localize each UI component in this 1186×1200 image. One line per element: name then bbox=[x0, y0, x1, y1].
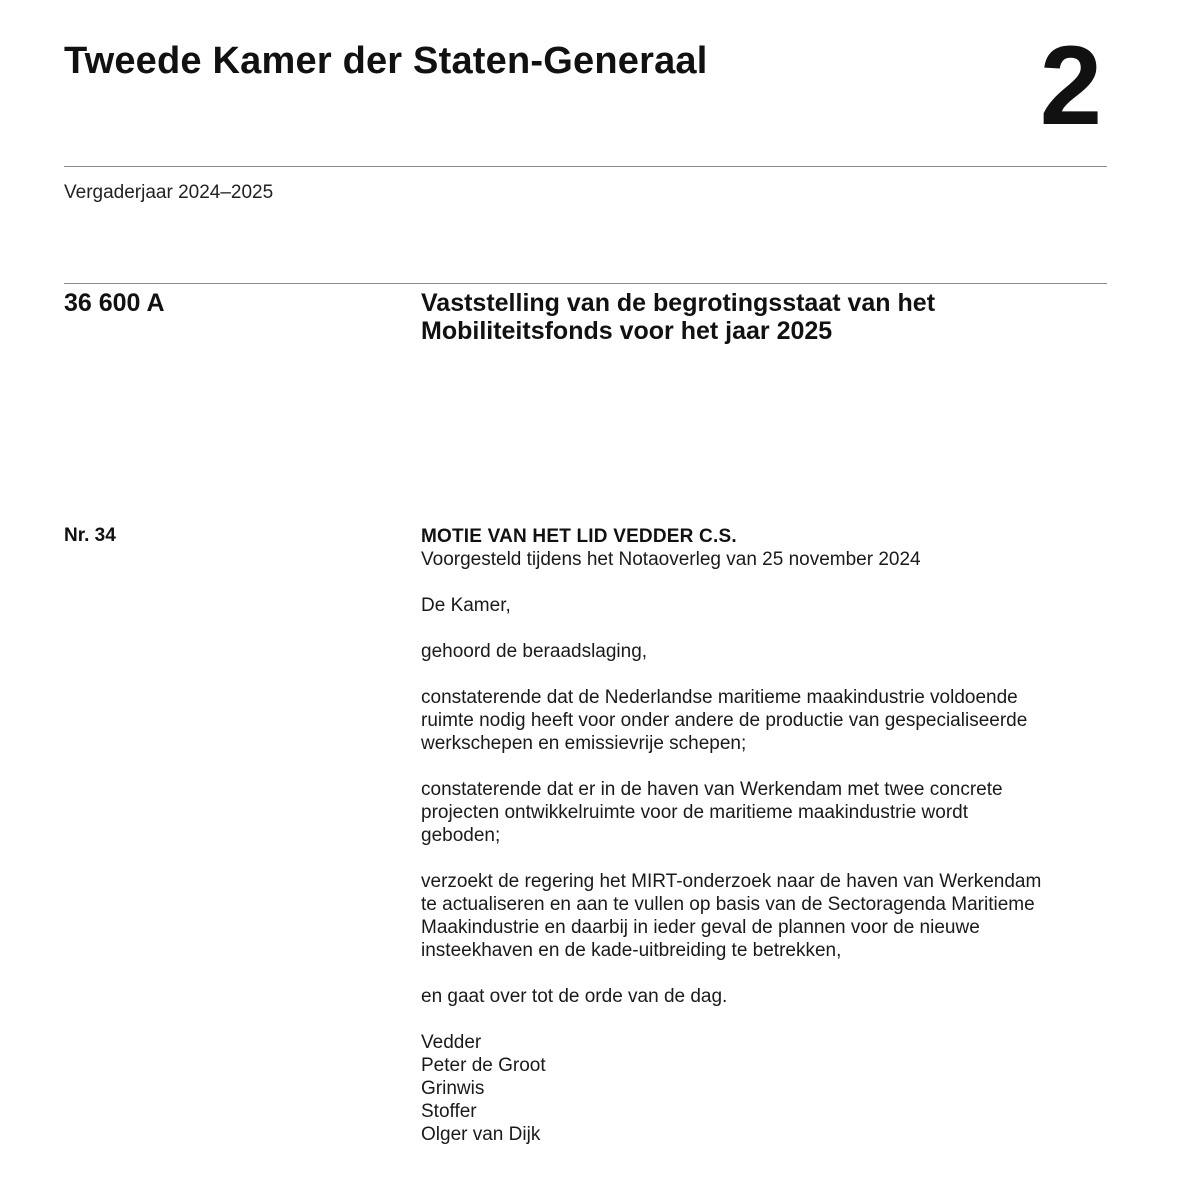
closing-line: en gaat over tot de orde van de dag. bbox=[421, 986, 728, 1007]
request-line: insteekhaven en de kade-uitbreiding te betrekken, bbox=[421, 940, 842, 961]
dossier-number: 36 600 A bbox=[64, 289, 165, 317]
request-line: te actualiseren en aan te vullen op basis van de Sectoragenda Maritieme bbox=[421, 894, 1035, 915]
consideration-line: constaterende dat de Nederlandse maritieme maakindustrie voldoende bbox=[421, 687, 1018, 708]
dossier-divider bbox=[64, 283, 1107, 284]
motion-subheading: Voorgesteld tijdens het Notaoverleg van 25 november 2024 bbox=[421, 549, 921, 570]
consideration-line: geboden; bbox=[421, 825, 501, 846]
dossier-title-line: Mobiliteitsfonds voor het jaar 2025 bbox=[421, 317, 833, 345]
signatory: Olger van Dijk bbox=[421, 1124, 541, 1145]
signatories bbox=[421, 1031, 1111, 1146]
consideration-line: ruimte nodig heeft voor onder andere de productie van gespecialiseerde bbox=[421, 710, 1028, 731]
preamble: gehoord de beraadslaging, bbox=[421, 641, 648, 662]
request-line: Maakindustrie en daarbij in ieder geval de plannen voor de nieuwe bbox=[421, 917, 980, 938]
dossier-title bbox=[421, 289, 1101, 345]
consideration-line: projecten ontwikkelruimte voor de maritieme maakindustrie wordt bbox=[421, 802, 969, 823]
salutation: De Kamer, bbox=[421, 595, 511, 616]
header-divider bbox=[64, 166, 1107, 167]
motion-heading: MOTIE VAN HET LID VEDDER C.S. bbox=[421, 526, 737, 547]
item-number: Nr. 34 bbox=[64, 525, 116, 546]
signatory: Peter de Groot bbox=[421, 1055, 546, 1076]
request-line: verzoekt de regering het MIRT-onderzoek naar de haven van Werkendam bbox=[421, 871, 1042, 892]
request-paragraph bbox=[421, 870, 1111, 962]
consideration-line: constaterende dat er in de haven van Werkendam met twee concrete bbox=[421, 779, 1003, 800]
chamber-title: Tweede Kamer der Staten-Generaal bbox=[64, 40, 708, 82]
dossier-title-line: Vaststelling van de begrotingsstaat van het bbox=[421, 289, 936, 317]
session-year: Vergaderjaar 2024–2025 bbox=[64, 182, 274, 203]
consideration-line: werkschepen en emissievrije schepen; bbox=[421, 733, 747, 754]
consideration-paragraph bbox=[421, 778, 1111, 847]
issue-number: 2 bbox=[1039, 23, 1102, 148]
signatory: Vedder bbox=[421, 1032, 482, 1053]
signatory: Stoffer bbox=[421, 1101, 477, 1122]
consideration-paragraph bbox=[421, 686, 1111, 755]
signatory: Grinwis bbox=[421, 1078, 485, 1099]
motion-body bbox=[421, 525, 1111, 1146]
